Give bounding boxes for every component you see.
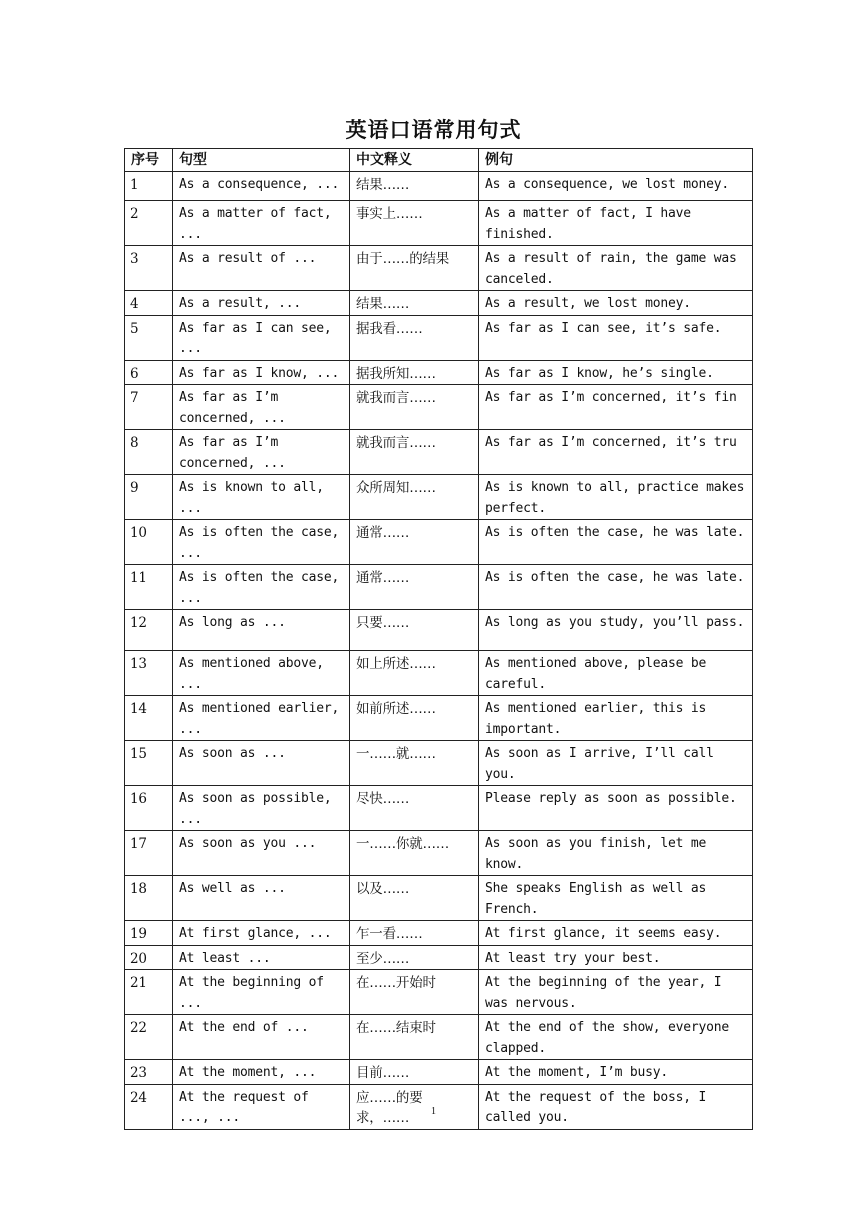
row-meaning: 通常…… (350, 565, 479, 610)
row-pattern: As a result of ... (173, 246, 350, 291)
row-meaning: 至少…… (350, 945, 479, 970)
table-row (125, 1060, 753, 1085)
row-example: As mentioned above, please be careful. (479, 651, 753, 696)
row-example: As far as I know, he’s single. (479, 360, 753, 385)
row-meaning: 结果…… (350, 291, 479, 316)
row-pattern: As a result, ... (173, 291, 350, 316)
row-pattern: At the moment, ... (173, 1060, 350, 1085)
row-pattern: As mentioned earlier, ... (173, 696, 350, 741)
phrase-table (124, 148, 753, 1130)
row-number: 23 (125, 1060, 173, 1085)
row-pattern: As far as I know, ... (173, 360, 350, 385)
row-number: 20 (125, 945, 173, 970)
table-row (125, 970, 753, 1015)
header-pattern: 句型 (173, 149, 350, 172)
row-example: As a result of rain, the game was canceled. (479, 246, 753, 291)
table-row (125, 945, 753, 970)
row-meaning: 一……你就…… (350, 831, 479, 876)
table-row (125, 921, 753, 946)
row-example: At first glance, it seems easy. (479, 921, 753, 946)
row-pattern: As a matter of fact, ... (173, 201, 350, 246)
table-row (125, 201, 753, 246)
row-meaning: 以及…… (350, 876, 479, 921)
row-pattern: As long as ... (173, 610, 350, 651)
header-number: 序号 (125, 149, 173, 172)
table-row (125, 315, 753, 360)
row-example: As is often the case, he was late. (479, 520, 753, 565)
row-number: 18 (125, 876, 173, 921)
row-meaning: 一……就…… (350, 741, 479, 786)
row-meaning: 据我所知…… (350, 360, 479, 385)
row-example: At the request of the boss, I called you. (479, 1084, 753, 1129)
row-meaning: 乍一看…… (350, 921, 479, 946)
row-pattern: As far as I’m concerned, ... (173, 385, 350, 430)
table-row (125, 786, 753, 831)
row-pattern: As is often the case, ... (173, 565, 350, 610)
row-number: 17 (125, 831, 173, 876)
table-row (125, 475, 753, 520)
table-row (125, 246, 753, 291)
row-example: As a result, we lost money. (479, 291, 753, 316)
row-example: As far as I’m concerned, it’s fin (479, 385, 753, 430)
row-pattern: As is known to all, ... (173, 475, 350, 520)
row-meaning: 就我而言…… (350, 430, 479, 475)
row-example: As soon as I arrive, I’ll call you. (479, 741, 753, 786)
row-number: 16 (125, 786, 173, 831)
document-title: 英语口语常用句式 (345, 118, 522, 142)
row-number: 8 (125, 430, 173, 475)
row-example: As mentioned earlier, this is important. (479, 696, 753, 741)
table-row (125, 565, 753, 610)
row-meaning: 尽快…… (350, 786, 479, 831)
table-row (125, 430, 753, 475)
table-row (125, 1015, 753, 1060)
row-meaning: 通常…… (350, 520, 479, 565)
row-pattern: As a consequence, ... (173, 172, 350, 201)
row-pattern: As well as ... (173, 876, 350, 921)
row-pattern: As soon as ... (173, 741, 350, 786)
row-meaning: 目前…… (350, 1060, 479, 1085)
row-example: As soon as you finish, let me know. (479, 831, 753, 876)
table-header-row (125, 149, 753, 172)
table-row (125, 520, 753, 565)
row-number: 3 (125, 246, 173, 291)
row-pattern: At the request of ..., ... (173, 1084, 350, 1129)
row-pattern: At the end of ... (173, 1015, 350, 1060)
row-pattern: At the beginning of ... (173, 970, 350, 1015)
row-meaning: 事实上…… (350, 201, 479, 246)
row-example: As a consequence, we lost money. (479, 172, 753, 201)
row-meaning: 在……开始时 (350, 970, 479, 1015)
row-meaning: 据我看…… (350, 315, 479, 360)
row-pattern: As soon as possible, ... (173, 786, 350, 831)
row-example: As a matter of fact, I have finished. (479, 201, 753, 246)
row-meaning: 在……结束时 (350, 1015, 479, 1060)
row-example: At least try your best. (479, 945, 753, 970)
table-row (125, 696, 753, 741)
header-example: 例句 (479, 149, 753, 172)
table-row (125, 610, 753, 651)
row-pattern: As mentioned above, ... (173, 651, 350, 696)
row-pattern: As far as I can see, ... (173, 315, 350, 360)
row-number: 10 (125, 520, 173, 565)
row-pattern: As soon as you ... (173, 831, 350, 876)
row-number: 5 (125, 315, 173, 360)
row-example: At the moment, I’m busy. (479, 1060, 753, 1085)
row-number: 12 (125, 610, 173, 651)
page-number: 1 (431, 1106, 436, 1117)
row-meaning: 只要…… (350, 610, 479, 651)
row-meaning: 如上所述…… (350, 651, 479, 696)
row-pattern: At first glance, ... (173, 921, 350, 946)
table-row (125, 741, 753, 786)
row-example: As far as I can see, it’s safe. (479, 315, 753, 360)
row-number: 14 (125, 696, 173, 741)
row-number: 21 (125, 970, 173, 1015)
row-meaning: 众所周知…… (350, 475, 479, 520)
row-number: 22 (125, 1015, 173, 1060)
row-number: 6 (125, 360, 173, 385)
row-example: Please reply as soon as possible. (479, 786, 753, 831)
row-example: As long as you study, you’ll pass. (479, 610, 753, 651)
row-number: 13 (125, 651, 173, 696)
row-example: At the beginning of the year, I was nervous. (479, 970, 753, 1015)
row-meaning: 如前所述…… (350, 696, 479, 741)
row-number: 4 (125, 291, 173, 316)
row-number: 15 (125, 741, 173, 786)
table-row (125, 360, 753, 385)
row-meaning: 应……的要求，…… (350, 1084, 479, 1129)
row-pattern: At least ... (173, 945, 350, 970)
row-meaning: 就我而言…… (350, 385, 479, 430)
row-number: 19 (125, 921, 173, 946)
row-example: She speaks English as well as French. (479, 876, 753, 921)
row-number: 11 (125, 565, 173, 610)
table-row (125, 385, 753, 430)
row-number: 24 (125, 1084, 173, 1129)
row-example: At the end of the show, everyone clapped. (479, 1015, 753, 1060)
table-row (125, 831, 753, 876)
row-meaning: 结果…… (350, 172, 479, 201)
table-row (125, 172, 753, 201)
row-number: 1 (125, 172, 173, 201)
header-meaning: 中文释义 (350, 149, 479, 172)
row-pattern: As is often the case, ... (173, 520, 350, 565)
table-row (125, 291, 753, 316)
row-meaning: 由于……的结果 (350, 246, 479, 291)
row-number: 7 (125, 385, 173, 430)
row-example: As is often the case, he was late. (479, 565, 753, 610)
table-row (125, 651, 753, 696)
row-number: 9 (125, 475, 173, 520)
row-example: As far as I’m concerned, it’s tru (479, 430, 753, 475)
row-pattern: As far as I’m concerned, ... (173, 430, 350, 475)
row-number: 2 (125, 201, 173, 246)
row-example: As is known to all, practice makes perfect. (479, 475, 753, 520)
table-row (125, 876, 753, 921)
